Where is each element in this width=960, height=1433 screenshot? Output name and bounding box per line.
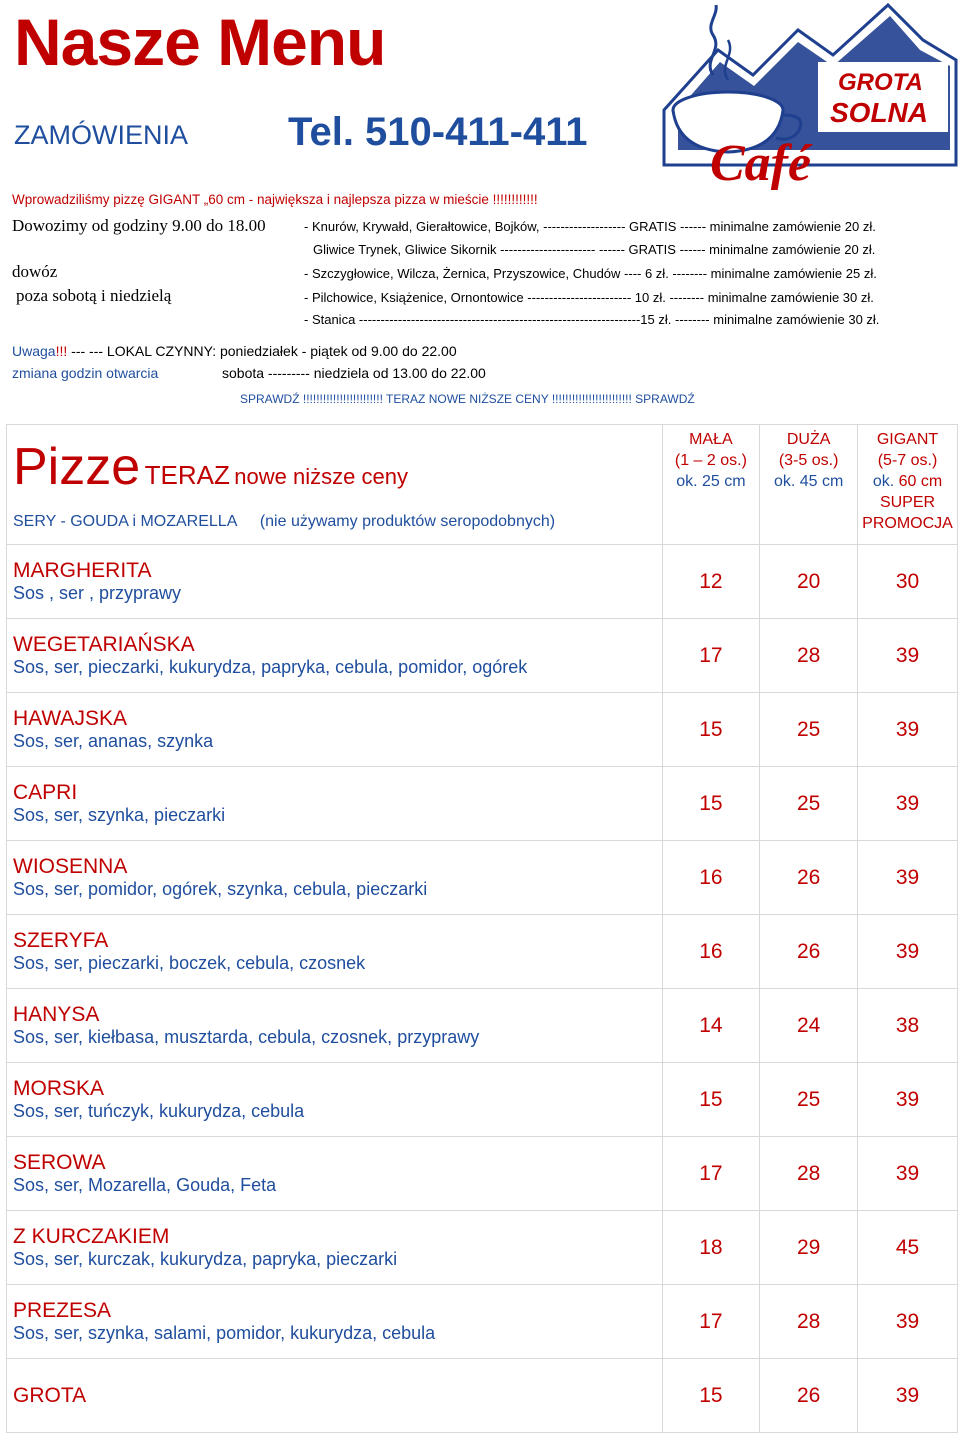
pizza-info <box>7 915 663 989</box>
pizza-row <box>7 693 958 767</box>
menu-header <box>7 425 663 545</box>
price-large: 20 <box>760 545 858 619</box>
price-small: 15 <box>662 1063 760 1137</box>
orders-label: ZAMÓWIENIA <box>14 120 188 150</box>
price-small: 18 <box>662 1211 760 1285</box>
pizza-info <box>7 1359 663 1433</box>
pizza-name: GROTA <box>13 1383 87 1407</box>
delivery-line-4: - Pilchowice, Książenice, Ornontowice ------------------------ 10 zł. -------- minimalne zamówienie 30 zł. <box>304 290 874 305</box>
pizza-info <box>7 841 663 915</box>
pizza-ingredients: Sos, ser, kiełbasa, musztarda, cebula, czosnek, przyprawy <box>13 1027 480 1047</box>
pizza-row <box>7 767 958 841</box>
price-small: 15 <box>662 693 760 767</box>
pizza-row <box>7 1063 958 1137</box>
price-small: 12 <box>662 545 760 619</box>
price-small: 16 <box>662 841 760 915</box>
price-large: 26 <box>760 841 858 915</box>
delivery-line-1: - Knurów, Krywałd, Gierałtowice, Bojków, ------------------- GRATIS ------ minimalne zamówienie 20 zł. <box>304 219 876 234</box>
svg-text:GROTA: GROTA <box>838 69 923 96</box>
pizza-ingredients: Sos, ser, Mozarella, Gouda, Feta <box>13 1175 277 1195</box>
price-large: 25 <box>760 767 858 841</box>
price-gigant: 38 <box>858 989 958 1063</box>
price-small: 15 <box>662 767 760 841</box>
opening-hours-change-label: zmiana godzin otwarcia <box>12 365 159 381</box>
pizze-heading: Pizze <box>13 438 141 496</box>
price-large: 26 <box>760 915 858 989</box>
pizza-info <box>7 619 663 693</box>
pizza-ingredients: Sos, ser, ananas, szynka <box>13 731 214 751</box>
price-small: 14 <box>662 989 760 1063</box>
pizza-name: CAPRI <box>13 781 78 804</box>
price-small: 17 <box>662 1137 760 1211</box>
size-gigant-header: GIGANT (5-7 os.) ok. 60 cm SUPER PROMOCJA <box>858 425 958 545</box>
delivery-label: dowóz <box>12 262 58 281</box>
price-small: 17 <box>662 1285 760 1359</box>
price-large: 28 <box>760 1285 858 1359</box>
pizza-ingredients: Sos, ser, tuńczyk, kukurydza, cebula <box>13 1101 305 1121</box>
price-large: 29 <box>760 1211 858 1285</box>
size-small-header: MAŁA (1 – 2 os.) ok. 25 cm <box>662 425 760 545</box>
pizza-row <box>7 989 958 1063</box>
pizza-name: PREZESA <box>13 1299 112 1322</box>
pizza-info <box>7 989 663 1063</box>
pizza-name: HANYSA <box>13 1003 100 1026</box>
pizza-row <box>7 841 958 915</box>
pizza-row <box>7 915 958 989</box>
pizza-row <box>7 1137 958 1211</box>
lower-prices-label: nowe niższe ceny <box>234 464 408 489</box>
price-gigant: 39 <box>858 767 958 841</box>
price-gigant: 39 <box>858 1137 958 1211</box>
price-gigant: 39 <box>858 1063 958 1137</box>
price-gigant: 39 <box>858 915 958 989</box>
price-large: 25 <box>760 693 858 767</box>
opening-hours-weekdays: Uwaga!!! --- --- LOKAL CZYNNY: poniedziałek - piątek od 9.00 do 22.00 <box>12 343 457 359</box>
price-gigant: 39 <box>858 693 958 767</box>
pizza-ingredients: Sos, ser, pomidor, ogórek, szynka, cebula, pieczarki <box>13 879 428 899</box>
price-gigant: 39 <box>858 1359 958 1433</box>
cheese-note: (nie używamy produktów seropodobnych) <box>259 513 556 530</box>
pizza-name: WIOSENNA <box>13 855 128 878</box>
delivery-line-2: Gliwice Trynek, Gliwice Sikornik ---------------------- ------ GRATIS ------ minimalne zamówienie 20 zł. <box>313 242 876 257</box>
cheese-label: SERY - GOUDA i MOZARELLA <box>13 513 238 530</box>
pizza-menu-table <box>6 424 958 1433</box>
price-gigant: 30 <box>858 545 958 619</box>
price-large: 24 <box>760 989 858 1063</box>
price-small: 15 <box>662 1359 760 1433</box>
pizza-name: HAWAJSKA <box>13 707 127 730</box>
pizza-name: MORSKA <box>13 1077 105 1100</box>
pizza-name: SEROWA <box>13 1151 106 1174</box>
svg-text:SOLNA: SOLNA <box>830 97 928 128</box>
pizza-row <box>7 1359 958 1433</box>
pizza-info <box>7 545 663 619</box>
svg-text:Café: Café <box>710 135 812 190</box>
pizza-info <box>7 767 663 841</box>
price-small: 16 <box>662 915 760 989</box>
pizza-ingredients: Sos, ser, pieczarki, kukurydza, papryka, cebula, pomidor, ogórek <box>13 657 528 677</box>
delivery-weekend-label: poza sobotą i niedzielą <box>16 286 172 305</box>
opening-hours-weekend: sobota --------- niedziela od 13.00 do 22.00 <box>222 365 486 381</box>
price-large: 25 <box>760 1063 858 1137</box>
phone-number[interactable]: Tel. 510-411-411 <box>288 110 588 154</box>
pizza-name: MARGHERITA <box>13 559 152 582</box>
pizza-row <box>7 1285 958 1359</box>
pizza-row <box>7 1211 958 1285</box>
size-large-header: DUŻA (3-5 os.) ok. 45 cm <box>760 425 858 545</box>
pizza-ingredients: Sos, ser, szynka, salami, pomidor, kukurydza, cebula <box>13 1323 436 1343</box>
price-gigant: 39 <box>858 1285 958 1359</box>
pizza-info <box>7 1285 663 1359</box>
pizza-row <box>7 545 958 619</box>
price-large: 28 <box>760 619 858 693</box>
price-small: 17 <box>662 619 760 693</box>
pizza-name: WEGETARIAŃSKA <box>13 633 195 656</box>
delivery-line-5: - Stanica -----------------------------------------------------------------15 zł. -------- minimalne zamówienie 30 zł. <box>304 312 880 327</box>
delivery-hours: Dowozimy od godziny 9.00 do 18.00 <box>12 216 266 235</box>
pizza-ingredients: Sos , ser , przyprawy <box>13 583 182 603</box>
pizza-ingredients: Sos, ser, kurczak, kukurydza, papryka, pieczarki <box>13 1249 398 1269</box>
delivery-line-3: - Szczygłowice, Wilcza, Żernica, Przyszowice, Chudów ---- 6 zł. -------- minimalne zamówienie 25 zł. <box>304 266 877 281</box>
page-title: Nasze Menu <box>14 5 386 79</box>
promo-text: Wprowadziliśmy pizzę GIGANT „60 cm - największa i najlepsza pizza w mieście !!!!!!!!!!!! <box>12 192 538 207</box>
pizza-name: SZERYFA <box>13 929 109 952</box>
pizza-ingredients: Sos, ser, pieczarki, boczek, cebula, czosnek <box>13 953 366 973</box>
pizza-info <box>7 1063 663 1137</box>
price-gigant: 39 <box>858 841 958 915</box>
check-banner: SPRAWDŹ !!!!!!!!!!!!!!!!!!!!!!!! TERAZ NOWE NIŻSZE CENY !!!!!!!!!!!!!!!!!!!!!!!! SPRAWDŹ <box>240 392 695 406</box>
pizza-row <box>7 619 958 693</box>
pizza-name: Z KURCZAKIEM <box>13 1225 170 1248</box>
pizza-info <box>7 1211 663 1285</box>
grota-solna-cafe-logo <box>658 0 958 190</box>
teraz-label: TERAZ <box>144 460 230 490</box>
pizza-info <box>7 693 663 767</box>
price-gigant: 45 <box>858 1211 958 1285</box>
price-gigant: 39 <box>858 619 958 693</box>
pizza-ingredients: Sos, ser, szynka, pieczarki <box>13 805 226 825</box>
price-large: 26 <box>760 1359 858 1433</box>
pizza-info <box>7 1137 663 1211</box>
price-large: 28 <box>760 1137 858 1211</box>
